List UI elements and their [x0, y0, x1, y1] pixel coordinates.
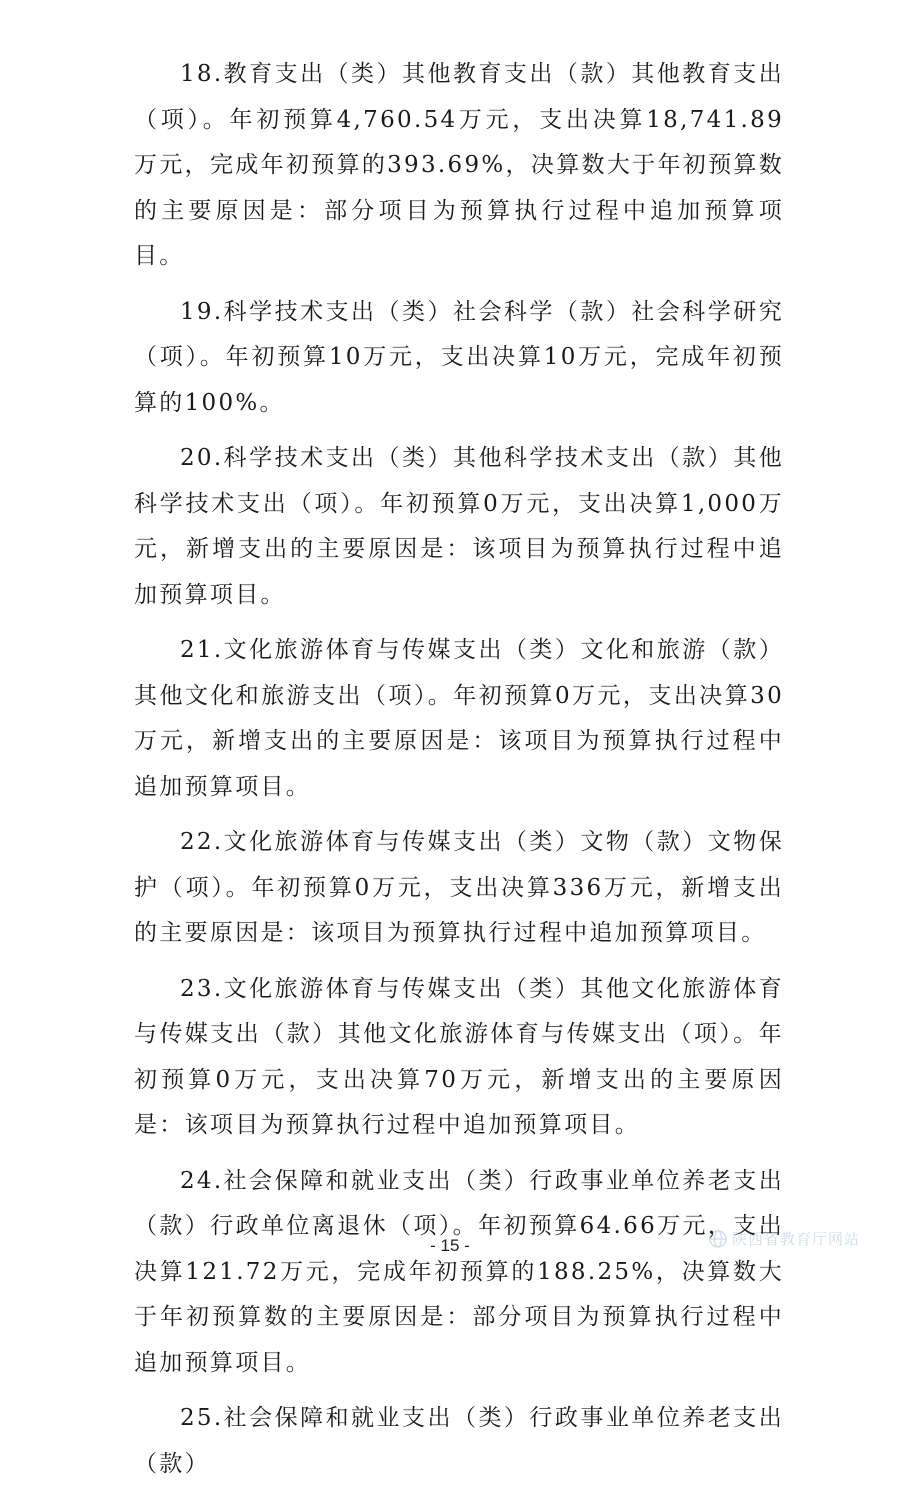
- watermark-text: 陕西省教育厅网站: [731, 1230, 860, 1248]
- paragraph-item-21: 21.文化旅游体育与传媒支出（类）文化和旅游（款）其他文化和旅游支出（项）。年初预算0万元，支出决算30万元，新增支出的主要原因是：该项目为预算执行过程中追加预算项目。: [134, 637, 784, 800]
- paragraph-item-19: 19.科学技术支出（类）社会科学（款）社会科学研究（项）。年初预算10万元，支出决算10万元，完成年初预算的100%。: [134, 298, 784, 416]
- globe-icon: [708, 1229, 728, 1249]
- page-number: - 15 -: [430, 1236, 470, 1255]
- site-watermark: [708, 1228, 860, 1249]
- paragraph-item-20: 20.科学技术支出（类）其他科学技术支出（款）其他科学技术支出（项）。年初预算0万元，支出决算1,000万元，新增支出的主要原因是：该项目为预算执行过程中追加预算项目。: [134, 445, 784, 608]
- paragraph-item-22: 22.文化旅游体育与传媒支出（类）文物（款）文物保护（项）。年初预算0万元，支出决算336万元，新增支出的主要原因是：该项目为预算执行过程中追加预算项目。: [134, 829, 784, 946]
- paragraph-item-25: 25.社会保障和就业支出（类）行政事业单位养老支出（款）: [134, 1405, 784, 1477]
- paragraph-item-24: 24.社会保障和就业支出（类）行政事业单位养老支出（款）行政单位离退休（项）。年初预算64.66万元，支出决算121.72万元，完成年初预算的188.25%，决算数大于年初预算数的主要原因是：部分项目为预算执行过程中追加预算项目。: [134, 1167, 784, 1376]
- paragraph-item-18: 18.教育支出（类）其他教育支出（款）其他教育支出（项）。年初预算4,760.54万元，支出决算18,741.89万元，完成年初预算的393.69%，决算数大于年初预算数的主要原因是：部分项目为预算执行过程中追加预算项目。: [134, 61, 784, 269]
- paragraph-item-23: 23.文化旅游体育与传媒支出（类）其他文化旅游体育与传媒支出（款）其他文化旅游体育与传媒支出（项）。年初预算0万元，支出决算70万元，新增支出的主要原因是：该项目为预算执行过程中追加预算项目。: [134, 975, 784, 1138]
